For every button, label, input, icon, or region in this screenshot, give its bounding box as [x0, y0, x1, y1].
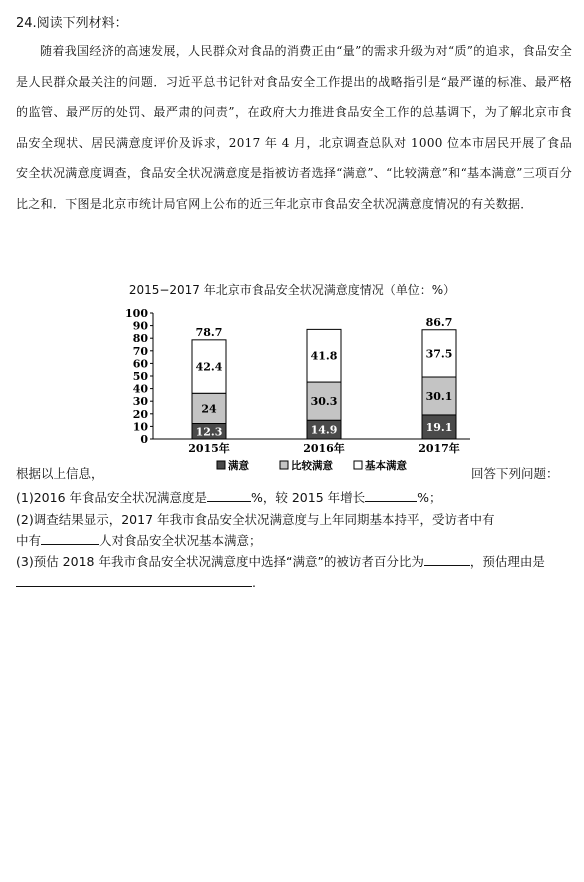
question-2: (2)调查结果显示，2017 年我市食品安全状况满意度与上年同期基本持平，受访者中有 中有 人对食品安全状况基本满意；	[16, 512, 495, 548]
q2-text-b: 人对食品安全状况基本满意；	[99, 533, 262, 548]
y-tick-label: 90	[132, 319, 148, 333]
q3-text-b: ，预估理由是	[469, 554, 545, 569]
data-label: 37.5	[425, 347, 453, 361]
question-1	[16, 488, 572, 506]
y-tick-label: 60	[132, 357, 148, 371]
data-label: 24	[201, 402, 217, 416]
y-tick-label: 20	[132, 407, 148, 421]
total-label: 78.7	[195, 325, 223, 339]
y-tick-label: 40	[132, 382, 148, 396]
q1-blank-1[interactable]	[207, 489, 251, 502]
y-tick-label: 70	[132, 344, 148, 358]
q3-blank-2[interactable]	[16, 574, 252, 587]
data-label: 41.8	[310, 349, 338, 363]
data-label: 14.9	[310, 423, 338, 437]
q3-blank-1[interactable]	[424, 553, 470, 566]
y-tick-label: 0	[140, 433, 148, 446]
y-tick-label: 10	[132, 420, 148, 434]
question-number-title: 24.阅读下列材料：	[16, 16, 128, 31]
chart-title: 2015−2017 年北京市食品安全状况满意度情况（单位：%）	[128, 283, 456, 297]
legend-label: 基本满意	[365, 460, 407, 472]
q2-blank[interactable]	[41, 532, 99, 545]
data-label: 19.1	[425, 420, 453, 434]
legend-label: 满意	[228, 460, 249, 472]
y-tick-label: 50	[132, 370, 148, 383]
q3-text-c: .	[252, 575, 256, 590]
x-tick-label: 2017年	[418, 442, 460, 455]
lead-left-text: 根据以上信息，	[16, 466, 104, 481]
q1-blank-2[interactable]	[365, 489, 417, 502]
x-tick-label: 2015年	[188, 442, 230, 455]
y-tick-label: 80	[132, 332, 148, 346]
x-tick-label: 2016年	[303, 442, 345, 455]
total-label: 86.7	[425, 315, 453, 329]
y-tick-label: 100	[125, 307, 148, 320]
data-label: 12.3	[195, 425, 223, 439]
reading-passage: 随着我国经济的高速发展，人民群众对食品的消费正由“量”的需求升级为对“质”的追求，食品安全是人民群众最关注的问题．习近平总书记针对食品安全工作提出的战略指引是“最严谨的标准、最严格的监管、最严厉的处罚、最严肃的问责”，在政府大力推进食品安全工作的总基调下，为了解北京市食品安全现状、居民满意度评价及诉求，2017 年 4 月，北京调查总队对 1000 位本市居民开展了食品安全状况满意度调查，食品安全状况满意度是指被访者选择“满意”、“比较满意”和“基本满意”三项百分比之和．下图是北京市统计局官网上公布的近三年北京市食品安全状况满意度情况的有关数据．	[16, 44, 572, 211]
y-tick-label: 30	[132, 395, 148, 409]
data-label: 42.4	[195, 360, 223, 374]
lead-right-text: 回答下列问题：	[471, 466, 559, 481]
legend-label: 比较满意	[291, 460, 333, 472]
q1-text-a: (1)2016 年食品安全状况满意度是	[16, 490, 207, 505]
q1-text-c: %；	[417, 490, 442, 505]
q1-text-b: %，较 2015 年增长	[251, 490, 366, 505]
q3-text-a: (3)预估 2018 年我市食品安全状况满意度中选择“满意”的被访者百分比为	[16, 554, 424, 569]
answer-lead-line	[16, 464, 572, 482]
stacked-bar-chart	[110, 300, 480, 480]
question-3	[16, 551, 572, 593]
q2-text-a: (2)调查结果显示，2017 年我市食品安全状况满意度与上年同期基本持平，受访者中有	[16, 512, 495, 527]
data-label: 30.3	[310, 395, 338, 409]
data-label: 30.1	[425, 389, 453, 403]
